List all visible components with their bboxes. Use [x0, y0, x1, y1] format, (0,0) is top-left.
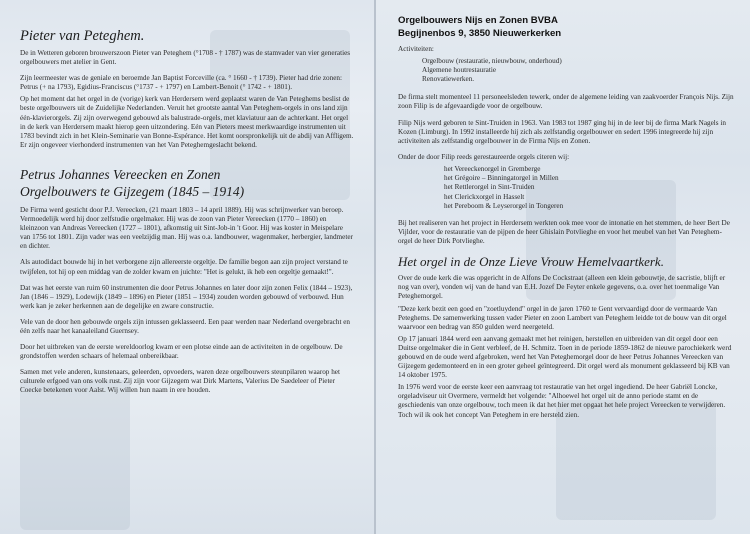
- orgel-paragraph-4: In 1976 werd voor de eerste keer een aanvraag tot restauratie van het orgel ingediend. De heer Gabriël Loncke, orgeladviseur uit Overmere, vermeldt het volgende: "Alhoewel het orgel uit de anno periode stamt en de geschiedenis van onze orgelbouw, toch meen ik dat het hier met opgaat het hele project Vereecken te verwijderen. Toch wil ik ook het concept Van Peteghem in ere hersteld zien.: [398, 383, 726, 419]
- petrus-title: [20, 166, 355, 200]
- right-content: [398, 14, 734, 423]
- work-2: het Grégoire – Binningatorgel in Millen: [444, 174, 559, 183]
- work-3: het Rettlerorgel in Sint-Truiden: [444, 183, 535, 192]
- activity-1: Orgelbouw (restauratie, nieuwbouw, onderhoud): [422, 57, 562, 66]
- petrus-paragraph-3: Dat was het eerste van ruim 60 instrumenten die door Petrus Johannes en later door zijn zonen Felix (1844 – 1923), Jan (1846 – 1929), Lodewijk (1849 – 1896) en Pieter (1851 – 1934) zouden worden gebouwd of verbouwd. Hun werk kan je zeker herkennen aan de degelijke en zware constructie.: [20, 283, 353, 310]
- petrus-paragraph-6: Samen met vele anderen, kunstenaars, geleerden, opvoeders, waren deze orgelbouwers steunpilaren waarop het culturele erfgoed van ons volk rust. Zij zijn voor Gijzegem wat Dirk Martens, Valerius De Saedeleer of Pieter Coecke betekenen voor Aalst. Wij willen hun naam in ere houden.: [20, 368, 340, 395]
- petrus-title-line-2: Orgelbouwers te Gijzegem (1845 – 1914): [20, 183, 245, 199]
- orgel-paragraph-1: Over de oude kerk die was opgericht in de Alfons De Cockstraat (alleen een klein gebouwtje, de sacristie, blijft er nog van over), vonden wij van de hand van E.H. Jozef De Feyter enkele gegevens, o.a. over het toenmalige Van Peteghemorgel.: [398, 274, 726, 301]
- company-name: Orgelbouwers Nijs en Zonen BVBA: [398, 15, 558, 26]
- pieter-title: Pieter van Peteghem.: [20, 28, 145, 44]
- orgel-paragraph-2: "Deze kerk bezit een goed en "zoetluydend" orgel in de jaren 1760 te Gent vervaardigd door de vermaarde Van Peteghems. De samenwerking tussen vader Pieter en zoon Lambert van Peteghem leidde tot de bouw van dit orgel waarvoor een bedrag van 850 gulden werd neergeteld.: [398, 304, 727, 331]
- background-pillar-image: [20, 380, 130, 530]
- left-content: [20, 10, 355, 399]
- works-intro: Onder de door Filip reeds gerestaureerde orgels citeren wij:: [398, 152, 570, 161]
- petrus-title-line-1: Petrus Johannes Vereecken en Zonen: [20, 166, 221, 182]
- orgel-paragraph-3: Op 17 januari 1844 werd een aanvang gemaakt met het reinigen, herstellen en uitbreiden van dit orgel door een Duitse orgelmaker die in Gent verbleef, de H. Schmitz. Toen in de periode 1859-1862 de nieuwe parochiekerk werd gebouwd en de oude werd afgebroken, werd het Van Peteghemorgel door de heer Petrus Johannes Vereecken van Gijzegem gedemonteerd en in een groter geheel geïntegreerd. Dit orgel werd als monument geklasseerd bij KB van 14 oktober 1975.: [398, 334, 732, 380]
- activity-3: Renovatiewerken.: [422, 75, 475, 84]
- petrus-paragraph-2: Als autodidact bouwde hij in het verborgene zijn allereerste orgeltje. De familie begon aan zijn project verstand te twijfelen, tot hij op een middag van de zolder kwam en juichte: "Het is gelukt, ik heb een orgeltje gemaakt!".: [20, 258, 348, 276]
- work-5: het Pereboom & Leyserorgel in Tongeren: [444, 201, 564, 210]
- petrus-paragraph-4: Vele van de door hen gebouwde orgels zijn intussen geklasseerd. Een paar werden naar Nederland overgebracht en één zelfs naar het kanaaleiland Guernsey.: [20, 317, 351, 335]
- left-page: [0, 0, 374, 534]
- pieter-paragraph-1: De in Wetteren geboren brouwerszoon Pieter van Peteghem (°1708 - † 1787) was de stamvader van vier generaties orgelbouwers met atelier in Gent.: [20, 49, 351, 67]
- pieter-paragraph-3: Op het moment dat het orgel in de (vorige) kerk van Herdersem werd geplaatst waren de Van Peteghems beslist de beste orgelbouwers uit de Zuidelijke Nederlanden. Veruit het grootste aantal Van Peteghem-orgels in ons land zijn één-klavierorgels. Zij zijn overwegend gebouwd als balustrade-orgels, met klaviatuur aan de achterkant. Het orgel in de kerk van Herdersem maakt hierop geen uitzondering. Eén van Pieters meest merkwaardige instrumenten uit 1783 bevindt zich in het Klein-Seminarie van Bonne-Espérance. Het komt oorspronkelijk uit de abdij van Affligem. Er zijn ongeveer vierhonderd instrumenten van het Van Peteghemgeslacht bekend.: [20, 95, 354, 149]
- orgel-title: Het orgel in de Onze Lieve Vrouw Hemelvaartkerk.: [398, 254, 664, 270]
- filip-paragraph: Filip Nijs werd geboren te Sint-Truiden in 1963. Van 1983 tot 1987 ging hij in de leer bij de firma Mark Nagels in Kozen (Limburg). In 1992 installeerde hij zich als zelfstandig orgelbouwer en sedert 1996 integreerde hij zijn activiteiten als zelfstandig orgelbouwer in de Firma Nijs en Zonen.: [398, 118, 726, 145]
- petrus-paragraph-5: Door het uitbreken van de eerste wereldoorlog kwam er een plotse einde aan de activiteiten in de orgelbouw. De grondstoffen werden schaars of helemaal onbereikbaar.: [20, 343, 343, 361]
- right-page: [376, 0, 750, 534]
- company-address: Begijnenbos 9, 3850 Nieuwerkerken: [398, 28, 562, 39]
- work-1: het Vereeckenorgel in Gremberge: [444, 164, 541, 173]
- work-4: het Clerickxorgel in Hasselt: [444, 192, 525, 201]
- activities-label: Activiteiten:: [398, 45, 434, 53]
- firm-paragraph: De firma stelt momenteel 11 personeelsleden tewerk, onder de algemene leiding van zaakvoerder François Nijs. Zijn zoon Filip is de afgevaardigde voor de orgelbouw.: [398, 93, 734, 111]
- pieter-paragraph-2: Zijn leermeester was de geniale en beroemde Jan Baptist Forceville (ca. ° 1660 - † 1739). Pieter had drie zonen: Petrus (+ na 1793), Egidius-Franciscus (°1737 - + 1797) en Lambert-Benoit (° 1742 - + 1801).: [20, 74, 343, 92]
- activity-2: Algemene houtrestauratie: [422, 66, 497, 75]
- realisation-paragraph: Bij het realiseren van het project in Herdersem werkten ook mee voor de intonatie en het stemmen, de heer Bert De Vijlder, voor de restauratie van de pijpen de heer Ghislain Potvlieghe en voor het meubel van het Van Peteghem-orgel de heer Dirk Potvlieghe.: [398, 218, 730, 246]
- petrus-paragraph-1: De Firma werd gesticht door P.J. Vereecken, (21 maart 1803 – 14 april 1889). Hij was schrijnwerker van beroep. Vermoedelijk werd hij door zelfstudie orgelmaker. Hij was de zoon van Pieter Vereecken (1770 – 1860) en kleinzoon van Andreas Vereecken (1727 – 1801), afkomstig uit Sint-Job-in 't Goor. Hij was koster in Meispelare van 1756 tot 1801. Zijn vader was een veelzijdig man. Hij was o.a. landbouwer, wagenmaker, herbergier, landmeter en dichter.: [20, 205, 353, 251]
